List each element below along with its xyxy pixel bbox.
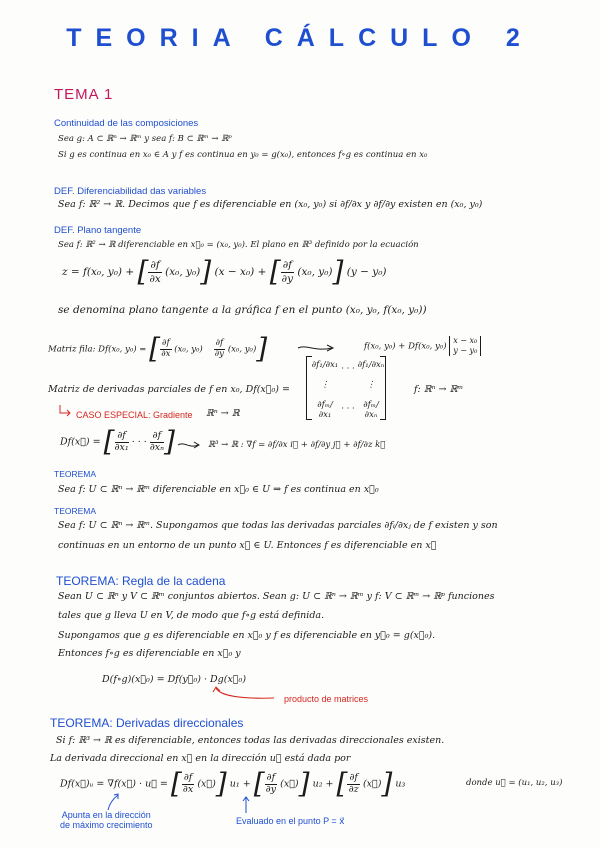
hook-arrow-icon — [58, 404, 72, 418]
text-line: tales que g lleva U en V, de modo que f∘g está definida. — [58, 610, 325, 621]
matrix-dots: · · · — [341, 364, 355, 374]
arrow-icon — [296, 343, 336, 353]
matrix-entry: ∂f₁/∂x₁ — [311, 360, 339, 370]
chain-rule-equation: D(f∘g)(x⃗₀) = Df(y⃗₀) · Dg(x⃗₀) — [102, 674, 247, 685]
text-line: se denomina plano tangente a la gráfica f en el punto (x₀, y₀, f(x₀, y₀)) — [58, 304, 427, 316]
matrix-entry: ∂fₘ/∂xₙ — [363, 400, 379, 420]
text-line: Sea f: U ⊂ ℝⁿ → ℝᵐ diferenciable en x⃗₀ ∈ U ⇒ f es continua en x⃗₀ — [58, 484, 379, 495]
matrix-entry: ∂f₁/∂xₙ — [357, 360, 385, 370]
map-notation: f: ℝⁿ → ℝᵐ — [414, 384, 464, 395]
jacobian-matrix — [306, 356, 386, 420]
matrix-dots: ⋮ — [320, 380, 330, 390]
theorem-heading-directional: TEOREMA: Derivadas direccionales — [50, 716, 244, 730]
gradient-3d-formula: ℝ³ → ℝ : ∇f = ∂f/∂x i⃗ + ∂f/∂y j⃗ + ∂f/∂z k⃗ — [208, 440, 386, 450]
text-line: Sea g: A ⊂ ℝⁿ → ℝᵐ y sea f: B ⊂ ℝᵐ → ℝᵖ — [58, 134, 232, 144]
theorem-heading: TEOREMA — [54, 469, 97, 479]
curved-arrow-icon — [212, 686, 282, 704]
direction-vector-note: donde u⃗ = (u₁, u₂, u₃) — [466, 778, 563, 788]
tangent-plane-equation: z = f(x₀, y₀) + [ $\frac{\partial f}{\partial x}$ (x₀, y₀)] (x − x₀) + [ $\frac{\partial f}{\partial y}$ (x₀, y₀)] (y − y₀) — [62, 255, 387, 288]
annotation-note: producto de matrices — [284, 694, 369, 704]
text-line: continuas en un entorno de un punto x⃗ ∈ U. Entonces f es diferenciable en x⃗ — [58, 540, 437, 551]
text-line: Sea f: U ⊂ ℝⁿ → ℝᵐ. Supongamos que todas las derivadas parciales ∂fᵢ/∂xⱼ de f existen y son — [58, 520, 498, 531]
text-line: Sean U ⊂ ℝⁿ y V ⊂ ℝᵐ conjuntos abiertos. Sean g: U ⊂ ℝⁿ → ℝᵐ y f: V ⊂ ℝᵐ → ℝᵖ funciones — [58, 591, 495, 602]
directional-derivative-equation: Df(x⃗)ᵤ = ∇f(x⃗) · u⃗ = [ $\frac{\partial f}{\partial x}$ (x⃗)] u₁ + [ $\frac{\partial f}{\partial y}$ (x⃗)] u₂ + [ $\frac{\partial f}{\partial z}$ (x⃗)] u₃ — [60, 767, 406, 800]
row-matrix-expansion: f(x₀, y₀) + Df(x₀, y₀) x − x₀ y − y₀ — [364, 336, 481, 356]
row-matrix-definition: Matriz fila: Df(x₀, y₀) = [ $\frac{\partial f}{\partial x}$ (x₀, y₀) $\frac{\partial f}{\partial y}$ (x₀, y₀)] — [48, 332, 268, 365]
matrix-entry: ∂fₘ/∂x₁ — [317, 400, 333, 420]
text-line: Sea f: ℝ² → ℝ diferenciable en x⃗₀ = (x₀, y₀). El plano en ℝ³ definido por la ecuación — [58, 240, 419, 250]
arrow-up-icon — [236, 795, 256, 815]
section-heading-composiciones: Continuidad de las composiciones — [54, 118, 199, 129]
tema-heading: TEMA 1 — [54, 86, 114, 103]
text-line: Entonces f∘g es diferenciable en x⃗₀ y — [58, 648, 241, 659]
text-line: Si g es continua en x₀ ∈ A y f es continua en y₀ = g(x₀), entonces f∘g es continua en x₀ — [58, 150, 428, 160]
text-line: La derivada direccional en x⃗ en la dirección u⃗ está dada por — [50, 753, 351, 764]
text-line: Matriz de derivadas parciales de f en x₀, Df(x⃗₀) = — [48, 384, 290, 395]
text-line: Supongamos que g es diferenciable en x⃗₀ y f es diferenciable en y⃗₀ = g(x⃗₀). — [58, 630, 436, 641]
section-heading-plano-tangente: DEF. Plano tangente — [54, 225, 142, 236]
section-heading-diferenciabilidad: DEF. Diferenciabilidad das variables — [54, 186, 207, 197]
annotation-note: Evaluado en el punto P = x⃗ — [236, 816, 345, 826]
matrix-dots: · · · — [341, 404, 355, 414]
page-title: TEORIA CÁLCULO 2 — [66, 24, 534, 52]
map-notation: ℝⁿ → ℝ — [206, 408, 240, 419]
arrow-icon — [176, 440, 202, 450]
matrix-dots: ⋮ — [366, 380, 376, 390]
arrow-up-icon — [104, 792, 124, 812]
theorem-heading: TEOREMA — [54, 506, 97, 516]
annotation-note: Apunta en la dirección de máximo crecimiento — [60, 810, 153, 830]
theorem-heading-chain-rule: TEOREMA: Regla de la cadena — [56, 574, 226, 588]
text-line: Sea f: ℝ² → ℝ. Decimos que f es diferenciable en (x₀, y₀) si ∂f/∂x y ∂f/∂y existen en (x₀, y₀) — [58, 199, 483, 210]
text-line: Si f: ℝ³ → ℝ es diferenciable, entonces todas las derivadas direccionales existen. — [56, 735, 445, 746]
special-case-label: CASO ESPECIAL: Gradiente — [76, 410, 193, 420]
gradient-row-vector: Df(x⃗) = [ $\frac{\partial f}{\text{∂x₁}}$ · · · $\frac{\partial f}{\text{∂xₙ}}$ ] — [60, 425, 175, 458]
